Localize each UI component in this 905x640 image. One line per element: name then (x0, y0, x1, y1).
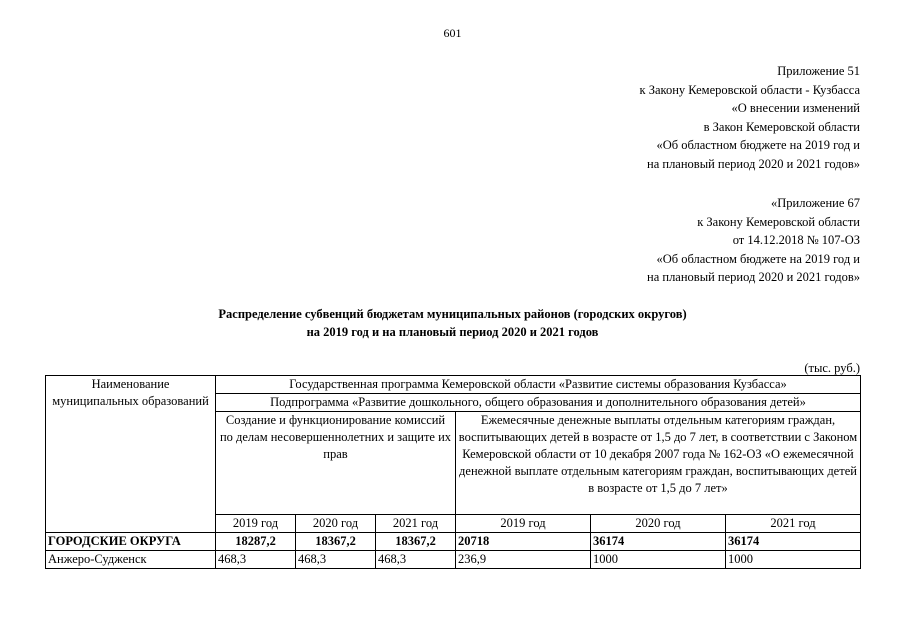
group1-header: Создание и функционирование комиссий по делам несовершеннолетних и защите их прав (216, 412, 456, 515)
cell-value: 236,9 (456, 551, 591, 569)
cell-value: 36174 (591, 533, 726, 551)
year-header: 2020 год (591, 515, 726, 533)
year-header: 2019 год (216, 515, 296, 533)
subprogram-header: Подпрограмма «Развитие дошкольного, общего образования и дополнительного образования детей» (216, 394, 861, 412)
group2-header: Ежемесячные денежные выплаты отдельным категориям граждан, воспитывающих детей в возрасте от 1,5 до 7 лет, в соответствии с Законом Кемеровской области от 10 декабря 2007 года № 162-ОЗ «О ежемесячной денежной выплате отдельным категориям граждан, воспитывающих детей в возрасте от 1,5 до 7 лет» (456, 412, 861, 515)
appendix-51-line: Приложение 51 (777, 64, 860, 78)
cell-value: 468,3 (216, 551, 296, 569)
cell-value: 18367,2 (376, 533, 456, 551)
title-line-1: Распределение субвенций бюджетам муниципальных районов (городских округов) (218, 307, 687, 321)
program-header: Государственная программа Кемеровской области «Развитие системы образования Кузбасса» (216, 376, 861, 394)
appendix-51-line: «О внесении изменений (731, 101, 860, 115)
cell-value: 18367,2 (296, 533, 376, 551)
table-row (46, 533, 861, 551)
table-row (46, 551, 861, 569)
cell-value: 1000 (726, 551, 861, 569)
row-name: Анжеро-Судженск (46, 551, 216, 569)
title-line-2: на 2019 год и на плановый период 2020 и 2021 годов (306, 325, 599, 339)
appendix-51-line: в Закон Кемеровской области (703, 119, 860, 134)
appendix-51-line: на плановый период 2020 и 2021 годов» (647, 156, 860, 171)
appendix-67-line: «Приложение 67 (771, 196, 860, 210)
cell-value: 20718 (456, 533, 591, 551)
appendix-67-line: к Закону Кемеровской области (697, 214, 860, 229)
document-title (0, 305, 905, 341)
row-name: ГОРОДСКИЕ ОКРУГА (46, 533, 216, 551)
appendix-51-line: к Закону Кемеровской области - Кузбасса (639, 82, 860, 97)
year-header: 2020 год (296, 515, 376, 533)
subvention-table (45, 375, 861, 569)
appendix-67-line: на плановый период 2020 и 2021 годов» (647, 270, 860, 284)
appendix-67-header (647, 194, 860, 287)
appendix-51-line: «Об областном бюджете на 2019 год и (656, 138, 860, 152)
appendix-67-line: от 14.12.2018 № 107-ОЗ (732, 233, 860, 247)
cell-value: 18287,2 (216, 533, 296, 551)
appendix-67-line: «Об областном бюджете на 2019 год и (656, 251, 860, 266)
year-header: 2019 год (456, 515, 591, 533)
cell-value: 468,3 (376, 551, 456, 569)
units-label: (тыс. руб.) (804, 361, 860, 375)
page-number: 601 (443, 26, 462, 40)
year-header: 2021 год (376, 515, 456, 533)
year-header: 2021 год (726, 515, 861, 533)
cell-value: 468,3 (296, 551, 376, 569)
cell-value: 1000 (591, 551, 726, 569)
appendix-51-header (640, 62, 861, 173)
col-municipality-header: Наименование муниципальных образований (46, 376, 216, 533)
cell-value: 36174 (726, 533, 861, 551)
